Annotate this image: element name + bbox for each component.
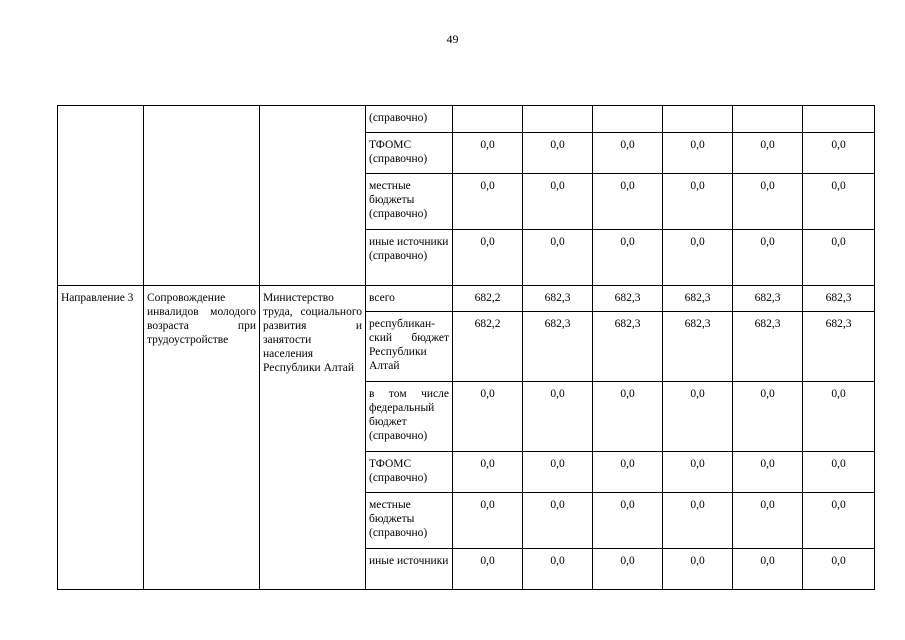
value-cell: 0,0: [453, 549, 523, 590]
value-cell: 0,0: [523, 493, 593, 549]
value-cell: [453, 106, 523, 133]
code-cell-empty: [58, 106, 144, 286]
value-cell: 0,0: [803, 493, 875, 549]
source-cell: местные бюджеты (справочно): [366, 174, 453, 230]
value-cell: 0,0: [663, 549, 733, 590]
value-cell: 0,0: [523, 549, 593, 590]
value-cell: 682,3: [733, 312, 803, 382]
executor-cell-empty: [260, 106, 366, 286]
value-cell: 0,0: [663, 174, 733, 230]
source-cell: иные источники (справочно): [366, 230, 453, 286]
value-cell: 0,0: [733, 493, 803, 549]
value-cell: 0,0: [803, 382, 875, 452]
value-cell: 0,0: [733, 133, 803, 174]
value-cell: 0,0: [733, 382, 803, 452]
value-cell: 0,0: [663, 493, 733, 549]
value-cell: 0,0: [523, 230, 593, 286]
value-cell: [733, 106, 803, 133]
title-cell-empty: [144, 106, 260, 286]
value-cell: 0,0: [453, 174, 523, 230]
value-cell: 0,0: [523, 452, 593, 493]
direction-executor: Министерство труда, социального развития и занятости населения Республики Алтай: [260, 286, 366, 590]
value-cell: 0,0: [453, 133, 523, 174]
value-cell: 0,0: [453, 452, 523, 493]
value-cell: 0,0: [803, 549, 875, 590]
value-cell: 0,0: [663, 230, 733, 286]
value-cell: 682,3: [523, 286, 593, 312]
source-cell: в том числе федеральный бюджет (справочно): [366, 382, 453, 452]
value-cell: 0,0: [593, 493, 663, 549]
value-cell: 0,0: [663, 382, 733, 452]
value-cell: 0,0: [733, 230, 803, 286]
value-cell: 682,3: [663, 286, 733, 312]
table-row: [58, 106, 875, 133]
value-cell: 0,0: [733, 452, 803, 493]
value-cell: 682,2: [453, 286, 523, 312]
value-cell: 0,0: [523, 382, 593, 452]
value-cell: 0,0: [523, 174, 593, 230]
value-cell: [593, 106, 663, 133]
value-cell: 0,0: [593, 382, 663, 452]
value-cell: 0,0: [453, 493, 523, 549]
value-cell: [523, 106, 593, 133]
value-cell: 0,0: [733, 549, 803, 590]
source-cell: ТФОМС (справочно): [366, 452, 453, 493]
value-cell: 0,0: [803, 452, 875, 493]
table-row: [58, 286, 875, 312]
value-cell: 0,0: [803, 230, 875, 286]
source-cell: ТФОМС (справочно): [366, 133, 453, 174]
value-cell: 682,3: [733, 286, 803, 312]
value-cell: 682,2: [453, 312, 523, 382]
value-cell: 682,3: [523, 312, 593, 382]
value-cell: 682,3: [663, 312, 733, 382]
value-cell: 0,0: [453, 382, 523, 452]
source-cell: иные источники: [366, 549, 453, 590]
source-cell: республикан-ский бюджет Республики Алтай: [366, 312, 453, 382]
value-cell: 0,0: [593, 230, 663, 286]
value-cell: 0,0: [523, 133, 593, 174]
source-cell: всего: [366, 286, 453, 312]
value-cell: 0,0: [593, 549, 663, 590]
budget-table: [57, 105, 875, 590]
value-cell: 0,0: [733, 174, 803, 230]
value-cell: 682,3: [803, 312, 875, 382]
value-cell: 0,0: [593, 174, 663, 230]
value-cell: [803, 106, 875, 133]
direction-title: Сопровождение инвалидов молодого возраста при трудоустройстве: [144, 286, 260, 590]
value-cell: [663, 106, 733, 133]
source-cell: (справочно): [366, 106, 453, 133]
value-cell: 0,0: [663, 133, 733, 174]
page-number: 49: [446, 32, 459, 46]
source-cell: местные бюджеты (справочно): [366, 493, 453, 549]
value-cell: 682,3: [593, 286, 663, 312]
value-cell: 0,0: [803, 174, 875, 230]
value-cell: 0,0: [803, 133, 875, 174]
value-cell: 0,0: [593, 133, 663, 174]
value-cell: 682,3: [803, 286, 875, 312]
direction-code: Направление 3: [58, 286, 144, 590]
value-cell: 682,3: [593, 312, 663, 382]
value-cell: 0,0: [453, 230, 523, 286]
value-cell: 0,0: [593, 452, 663, 493]
value-cell: 0,0: [663, 452, 733, 493]
